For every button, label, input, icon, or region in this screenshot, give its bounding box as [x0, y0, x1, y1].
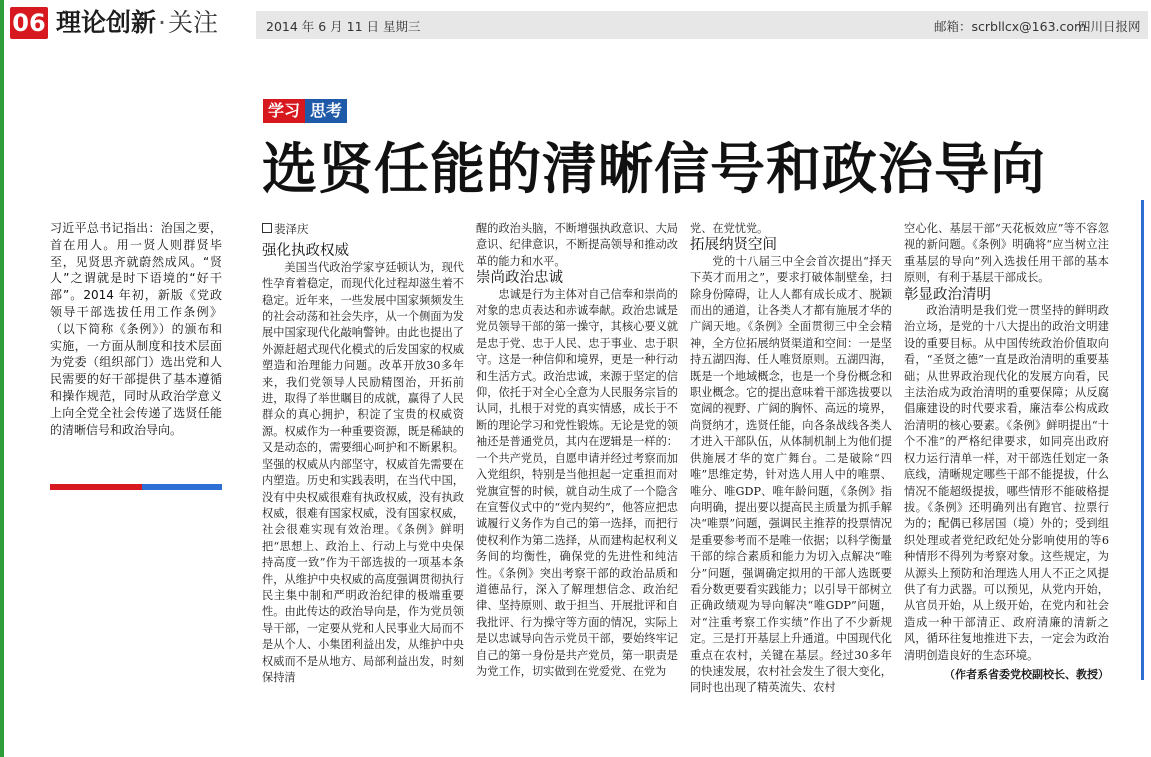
author-byline: （作者系省委党校副校长、教授） — [944, 667, 1109, 681]
section-heading-clarity: 彰显政治清明 — [904, 286, 991, 303]
section-heading-talent: 拓展纳贤空间 — [690, 237, 777, 254]
section-title-sub: 关注 — [167, 8, 218, 37]
headline: 选贤任能的清晰信号和政治导向 — [262, 137, 1047, 201]
paragraph: 政治清明是我们党一贯坚持的鲜明政治立场，是党的十八大提出的政治文明建设的重要目标。从中国传统政治价值取向看，“圣贤之德”一直是政治清明的重要基础；从世界政治现代化的发展方向看，民主法治成为政治清明的重要保障；从反腐倡廉建设的时代要求看，廉洁奉公构成政治清明的核心要素。《条例》鲜明提出“十个不准”的严格纪律要求，如同亮出政府权力运行清单一样，对干部选任划定一条底线，清晰规定哪些干部不能提拔，什么情况不能超级提拔，哪些情形不能破格提拔。《条例》还明确列出有跑官、拉票行为的；配偶已移居国（境）外的；受到组织处理或者党纪政纪处分影响使用的等6种情形不得列为考察对象。这些规定，为从源头上预防和治理选人用人不正之风提供了有力武器。可以预见，从党内开始，从官员开始，从上级开始，在党内和社会造成一种干部清正、政府清廉的清新之风，循环往复地推进下去，一定会为政治清明创造良好的生态环境。 — [904, 304, 1109, 662]
paragraph: 醒的政治头脑，不断增强执政意识、大局意识、纪律意识，不断提高领导和推动改革的能力和水平。 — [476, 222, 678, 268]
author-name: 裴泽庆 — [274, 222, 309, 236]
right-edge-bar — [1141, 200, 1144, 680]
paragraph: 忠诚是行为主体对自己信奉和崇尚的对象的忠贞表达和赤诚奉献。政治忠诚是党员领导干部的第一操守，其核心要义就是忠于党、忠于人民、忠于事业、忠于职守。这是一种信仰和境界，更是一种行动和生活方式。政治忠诚，来源于坚定的信仰，依托于对全心全意为人民服务宗旨的认同，扎根于对党的真实情感，成长于不断的理论学习和党性锻炼。无论是党的领袖还是普通党员，其内在逻辑是一样的：一个共产党员，自愿申请并经过考察而加入党组织，特别是当他担起一定重担而对党旗宣誓的时候，就自动生成了一个隐含在宣誓仪式中的“党内契约”，他答应把忠诚履行义务作为自己的第一选择，而把行使权利作为第二选择，从而建构起权利义务间的均衡性，确保党的先进性和纯洁性。《条例》突出考察干部的政治品质和道德品行，深入了解理想信念、政治纪律、坚持原则、敢于担当、开展批评和自我批评、行为操守等方面的情况，实际上是以忠诚导向告示党员干部，要始终牢记自己的第一身份是共产党员，第一职责是为党工作，切实做到在党爱党、在党为 — [476, 287, 678, 678]
intro-divider — [50, 475, 224, 481]
paragraph: 空心化、基层干部“天花板效应”等不容忽视的新问题。《条例》明确将“应当树立注重基层的导向”列入选拔任用干部的基本原则，有利于基层干部成长。 — [904, 222, 1109, 285]
author-line — [262, 221, 464, 237]
section-heading-authority: 强化执政权威 — [262, 243, 349, 260]
article-column-2 — [476, 221, 678, 680]
article-column-3 — [690, 221, 892, 697]
column-tag — [263, 99, 347, 123]
section-title-dot: · — [158, 8, 166, 37]
header-info-bar — [256, 11, 1148, 39]
column-tag-think: 思考 — [305, 99, 347, 123]
article-column-4 — [904, 221, 1109, 683]
paragraph: 党的十八届三中全会首次提出“择天下英才而用之”，要求打破体制壁垒，扫除身份障碍，让人人都有成长成才、脱颖而出的通道，让各类人才都有施展才华的广阔天地。《条例》全面贯彻三中全会精神，全方位拓展纳贤渠道和空间：一是坚持五湖四海、任人唯贤原则。五湖四海，既是一个地域概念，也是一个身份概念和职业概念。它的提出意味着干部选拔要以宽阔的视野、广阔的胸怀、高远的境界，尚贤纳才，选贤任能，向各条战线各类人才进入干部队伍，从体制机制上为他们提供施展才华的宽广舞台。二是破除“四唯”思维定势，针对选人用人中的唯票、唯分、唯GDP、唯年龄问题，《条例》指向明确，提出要以提高民主质量为抓手解决“唯票”问题，强调民主推荐的投票情况是重要参考而不是唯一依据；以科学衡量干部的综合素质和能力为切入点解决“唯分”问题，强调确定拟用的干部人选既要看分数更要看实践能力；以引导干部树立正确政绩观为导向解决“唯GDP”问题，对“注重考察工作实绩”作出了不少新规定。三是打开基层上升通道。中国现代化重点在农村，关键在基层。经过30多年的快速发展，农村社会发生了很大变化，同时也出现了精英流失、农村 — [690, 254, 892, 695]
page-number-badge: 06 — [10, 7, 48, 39]
column-tag-study: 学习 — [263, 99, 305, 123]
article-column-1 — [262, 221, 464, 686]
section-title-main: 理论创新 — [56, 8, 157, 37]
contact-email: 邮箱：scrbllcx@163.com — [934, 19, 1087, 34]
intro-summary: 习近平总书记指出：治国之要，首在用人。用一贤人则群贤毕至，见贤思齐就蔚然成风。“贤人”之谓就是时下语境的“好干部”。2014 年初，新版《党政领导干部选拔任用工作条例》（以下简称《条例》）的颁布和实施，一方面从制度和技术层面为党委（组织部门）选出党和人民需要的好干部提供了基本遵循和操作规范，同时从政治学意义上向全党全社会传递了选贤任能的清晰信号和政治导向。 — [50, 221, 222, 437]
author-box-icon — [262, 223, 272, 233]
section-title — [56, 8, 218, 38]
paragraph: 美国当代政治学家亨廷顿认为，现代性孕育着稳定，而现代化过程却滋生着不稳定。近年来，一些发展中国家频频发生的社会动荡和社会失序，从一个侧面为发展中国家现代化敲响警钟。由此也提出了外源赶超式现代化模式的后发国家的权威塑造和治理能力问题。改革开放30多年来，我们党领导人民励精图治，开拓前进，取得了举世瞩目的成就，赢得了人民群众的真心拥护，积淀了宝贵的权威资源。权威作为一种重要资源，既是稀缺的又是动态的，需要细心呵护和不断累积。坚强的权威从内部坚守，权威首先需要在内塑造。历史和实践表明，在当代中国，没有中央权威很难有执政权威，没有执政权威，很难有国家权威，没有国家权威，社会很难实现有效治理。《条例》鲜明把“思想上、政治上、行动上与党中央保持高度一致”作为干部选拔的一项基本条件，从维护中央权威的高度强调贯彻执行民主集中制和严明政治纪律的极端重要性。由此传达的政治导向是，作为党员领导干部，一定要从党和人民事业大局而不是从个人、小集团利益出发，从维护中央权威而不是从地方、局部利益出发，时刻保持清 — [262, 260, 464, 684]
section-heading-loyalty: 崇尚政治忠诚 — [476, 270, 563, 287]
paragraph: 党、在党忧党。 — [690, 222, 769, 235]
paper-name: 四川日报网 — [1078, 19, 1141, 34]
left-edge-bar — [0, 0, 4, 757]
issue-date: 2014 年 6 月 11 日 星期三 — [266, 19, 421, 34]
